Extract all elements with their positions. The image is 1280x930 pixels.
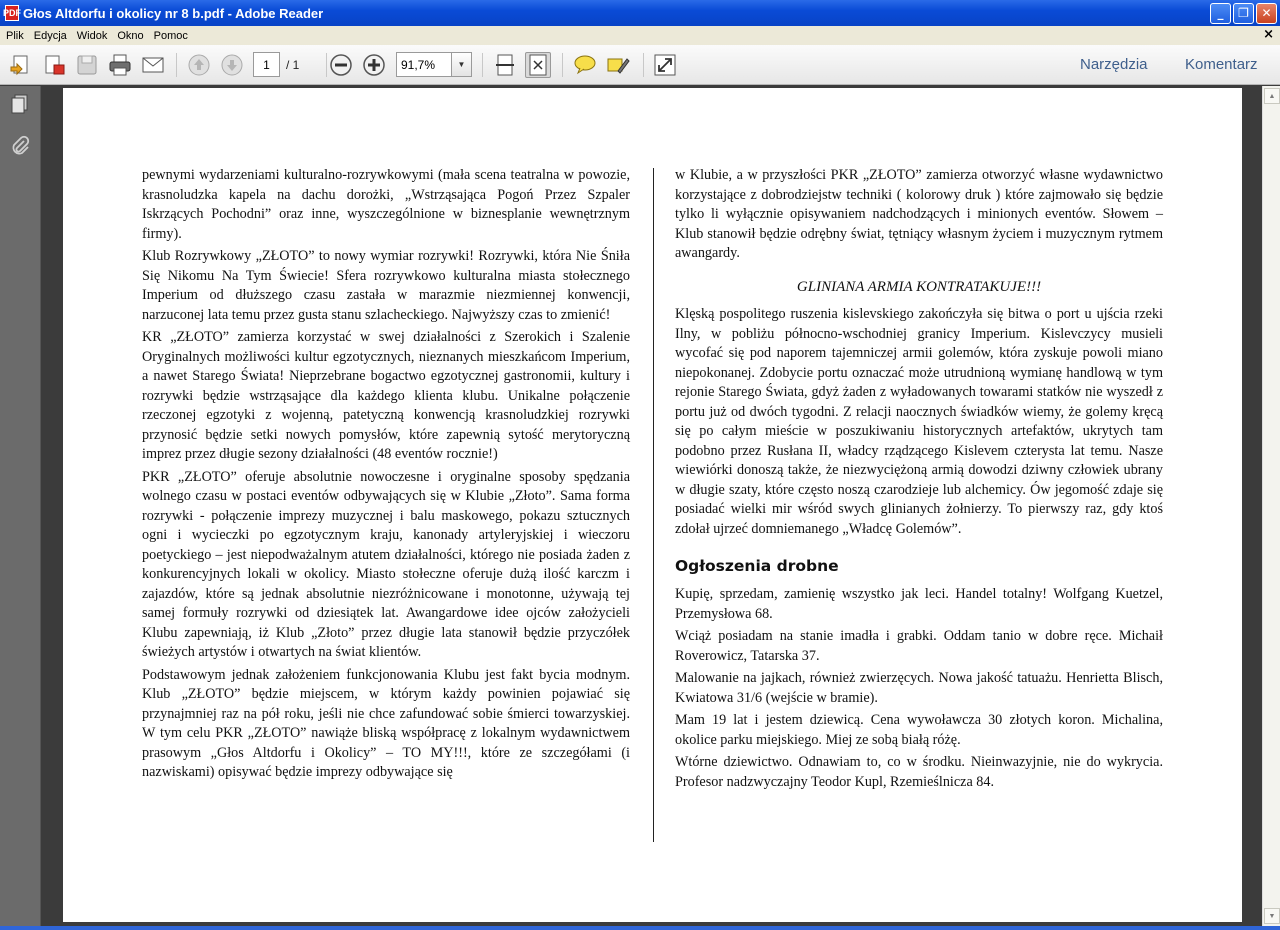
print-button[interactable]: [107, 52, 133, 78]
title-bar: [0, 0, 1280, 26]
page-total-label: / 1: [286, 58, 300, 72]
menu-help[interactable]: Pomoc: [153, 29, 188, 42]
window-title: Głos Altdorfu i okolicy nr 8 b.pdf - Adobe Reader: [23, 5, 324, 21]
right-intro-paragraph: w Klubie, a w przyszłości PKR „ZŁOTO” zamierza otworzyć własne wydawnictwo korzystające z dobrodziejstw techniki ( kolorowy druk ) które zajmowało się będzie tylko li wyłącznie opisywaniem nadchodzących i minionych eventów. Słowem – Klub stanowił będzie odrębny świat, tętniący własnym życiem i muzycznym rytmem awangardy.: [675, 167, 1163, 261]
paperclip-icon: [9, 135, 31, 157]
zoom-value[interactable]: 91,7%: [401, 57, 436, 72]
highlight-text-button[interactable]: [605, 52, 631, 78]
pages-icon: [9, 93, 31, 115]
pdf-app-icon: PDF: [5, 5, 19, 21]
scroll-up-arrow-icon[interactable]: ▲: [1264, 88, 1280, 104]
menu-bar: [0, 26, 1280, 45]
right-column: [675, 166, 1163, 795]
comment-panel-button[interactable]: Komentarz: [1185, 56, 1258, 73]
left-paragraph: Podstawowym jednak założeniem funkcjonowania Klubu jest fakt bycia modnym. Klub „ZŁOTO” będzie miejscem, w którym każdy powinien pojawiać się przynajmniej raz na pół roku, jeśli nie chce zafundować sobie śmierci towarzyskiej. W tym celu PKR „ZŁOTO” nawiąże bliską współpracę z lokalnym wydawnictwem prasowym „Głos Altdorfu i Okolicy” – TO MY!!!, które ze szczegółami (i nazwiskami) opisywać będzie imprezy odbywające się: [142, 666, 630, 780]
zoom-out-button[interactable]: [328, 52, 354, 78]
full-screen-button[interactable]: [652, 52, 678, 78]
menu-file[interactable]: Plik: [6, 29, 24, 42]
fit-page-icon: [526, 53, 550, 77]
fit-page-button[interactable]: [525, 52, 551, 78]
classified-ad: Malowanie na jajkach, również zwierzęcych. Nowa jakość tatuażu. Henrietta Blisch, Kwiatowa 31/6 (wejście w bramie).: [675, 670, 1163, 706]
email-button[interactable]: [140, 52, 166, 78]
vertical-scrollbar[interactable]: [1262, 86, 1280, 926]
tools-panel-button[interactable]: Narzędzia: [1080, 56, 1148, 73]
menu-view[interactable]: Widok: [76, 29, 108, 42]
zoom-in-button[interactable]: [361, 52, 387, 78]
export-pdf-icon: [42, 53, 66, 77]
save-icon: [75, 53, 99, 77]
left-paragraph: PKR „ZŁOTO” oferuje absolutnie nowoczesne i oryginalne sposoby spędzania wolnego czasu w postaci eventów odbywających się w Klubie „Złoto”. Sama forma rozrywki - połączenie imprezy muzycznej i balu maskowego, pokazu sztucznych ogni i wycieczki po egzotycznym kraju, kanonady artyleryjskiej i wieczoru poetyckiego – jest niepodważalnym atutem działalności, którego nie posiada żaden z konkurencyjnych lokali w okolicy. Miasto stołeczne oferuje dużą ilość karczm i zajazdów, które są jednak absolutnie niezróżnicowane i monotonne, używają tej samej formuły rozrywki od dziesiątek lat. Awangardowe idee ojców założycieli Klubu zapewniają, iż Klub „Złoto” przez długie lata stanowił będzie przyczółek świeżych artystów i otwartych na świat klientów.: [142, 468, 630, 660]
article-paragraph: Klęską pospolitego ruszenia kislevskiego zakończyła się bitwa o port u ujścia rzeki Ilny, w pobliżu północno-wschodniej granicy Imperium. Kislevczycy musieli wycofać się pod naporem tajemniczej armii golemów, która zyskuje powoli miano niepokonanej. Zdobycie portu oznaczać może utrudnioną wymianę handlową w tym rejonie Starego Świata, gdyż żaden z wyładowanych towarami statków nie wyszedł z portu już od dwóch tygodni. Z relacji naocznych świadków wiemy, że golemy kręcą się po całym mieście w poszukiwaniu historycznych artefaktów, ukrytych tam podobno przez Rusłana II, władcy rządzącego Kislevem czterysta lat temu. Nasze wiewiórki donoszą także, że niezwyciężoną armią dowodzi dziwny człowiek ubrany w długie szaty, które często noszą czarodzieje lub alchemicy. Ów jegomość zdaje się posiadać wielki mir wśród swych glinianych żołnierzy. To pierwszy raz, gdy ktoś zdołał ujrzeć domniemanego „Władcę Golemów”.: [675, 306, 1163, 537]
fit-width-icon: [493, 53, 517, 77]
minimize-button[interactable]: _: [1210, 3, 1231, 24]
left-column: [142, 166, 630, 786]
toolbar-separator: [562, 53, 563, 77]
arrow-down-icon: [220, 53, 244, 77]
taskbar-edge: [0, 926, 1280, 930]
classified-ad: Kupię, sprzedam, zamienię wszystko jak leci. Handel totalny! Wolfgang Kuetzel, Przemysłowa 68.: [675, 586, 1163, 622]
minus-icon: [329, 53, 353, 77]
menu-edit[interactable]: Edycja: [33, 29, 67, 42]
create-pdf-icon: [9, 53, 33, 77]
column-divider: [653, 168, 654, 842]
export-pdf-button[interactable]: [41, 52, 67, 78]
print-icon: [108, 53, 132, 77]
page-thumbnails-button[interactable]: [8, 92, 32, 116]
close-document-button[interactable]: ×: [1263, 27, 1274, 42]
classified-ad: Mam 19 lat i jestem dziewicą. Cena wywoławcza 30 złotych koron. Michalina, okolice parku miejskiego. Miej ze sobą białą różę.: [675, 712, 1163, 748]
toolbar-separator: [176, 53, 177, 77]
classifieds-heading: Ogłoszenia drobne: [675, 557, 839, 575]
close-window-button[interactable]: ✕: [1256, 3, 1277, 24]
save-button[interactable]: [74, 52, 100, 78]
next-page-button[interactable]: [219, 52, 245, 78]
previous-page-button[interactable]: [186, 52, 212, 78]
attachments-button[interactable]: [8, 134, 32, 158]
comment-bubble-icon: [573, 53, 597, 77]
arrow-up-icon: [187, 53, 211, 77]
left-paragraph: KR „ZŁOTO” zamierza korzystać w swej działalności z Szerokich i Szalenie Oryginalnych możliwości kultur egzotycznych, nieznanych mieszkańcom Imperium, a nawet Starego Świata! Nieprzebrane bogactwo egzotycznej gastronomii, kultury i rozrywki będzie wstrząsające dla każdego klienta klubu. Unikalne połączenie rzeczonej egzotyki z wojenną, patetyczną konwencją krasnoludzkiej rozrywki przynosić będzie setki nowych pomysłów, które zapewnią sytość merytoryczną imprez przez długie sezony działalności (48 eventów rocznie!): [142, 329, 630, 462]
plus-icon: [362, 53, 386, 77]
menu-window[interactable]: Okno: [117, 29, 144, 42]
toolbar-separator: [643, 53, 644, 77]
toolbar-separator: [326, 53, 327, 77]
zoom-select[interactable]: [396, 52, 472, 77]
zoom-dropdown-arrow-icon[interactable]: ▼: [451, 53, 471, 76]
create-pdf-button[interactable]: [8, 52, 34, 78]
expand-icon: [653, 53, 677, 77]
toolbar-separator: [482, 53, 483, 77]
navigation-pane: [0, 86, 41, 926]
email-icon: [141, 53, 165, 77]
article-heading: GLINIANA ARMIA KONTRATAKUJE!!!: [796, 278, 1042, 295]
sticky-note-button[interactable]: [572, 52, 598, 78]
left-paragraph: pewnymi wydarzeniami kulturalno-rozrywkowymi (mała scena teatralna w powozie, krasnoludzka kapela na dachu dorożki, „Wstrząsająca Pogoń Przez Szpaler Iskrzących Pochodni” oraz inne, wyszczególnione w biznesplanie wewnętrznym firmy).: [142, 167, 630, 242]
fit-width-button[interactable]: [492, 52, 518, 78]
page-number-input[interactable]: 1: [253, 52, 280, 77]
classified-ad: Wtórne dziewictwo. Odnawiam to, co w środku. Nieinwazyjnie, nie do wykrycia. Profesor nadzwyczajny Teodor Kupl, Rzemieślnicza 84.: [675, 754, 1163, 790]
maximize-button[interactable]: ❐: [1233, 3, 1254, 24]
left-paragraph: Klub Rozrywkowy „ZŁOTO” to nowy wymiar rozrywki! Rozrywki, która Nie Śniła Się Nikomu Na Tym Świecie! Sfera rozrywkowo kulturalna miasta stołecznego Imperium od dłuższego czasu zastała w marazmie niezmiennej konwencji, narzuconej lata temu przez gusta stanu szlacheckiego. Najwyższy czas to zmienić!: [142, 248, 630, 323]
highlighter-icon: [606, 53, 630, 77]
pdf-page: [63, 88, 1242, 922]
scroll-down-arrow-icon[interactable]: ▼: [1264, 908, 1280, 924]
classified-ad: Wciąż posiadam na stanie imadła i grabki. Oddam tanio w dobre ręce. Michaił Roverowicz, Tatarska 37.: [675, 628, 1163, 664]
